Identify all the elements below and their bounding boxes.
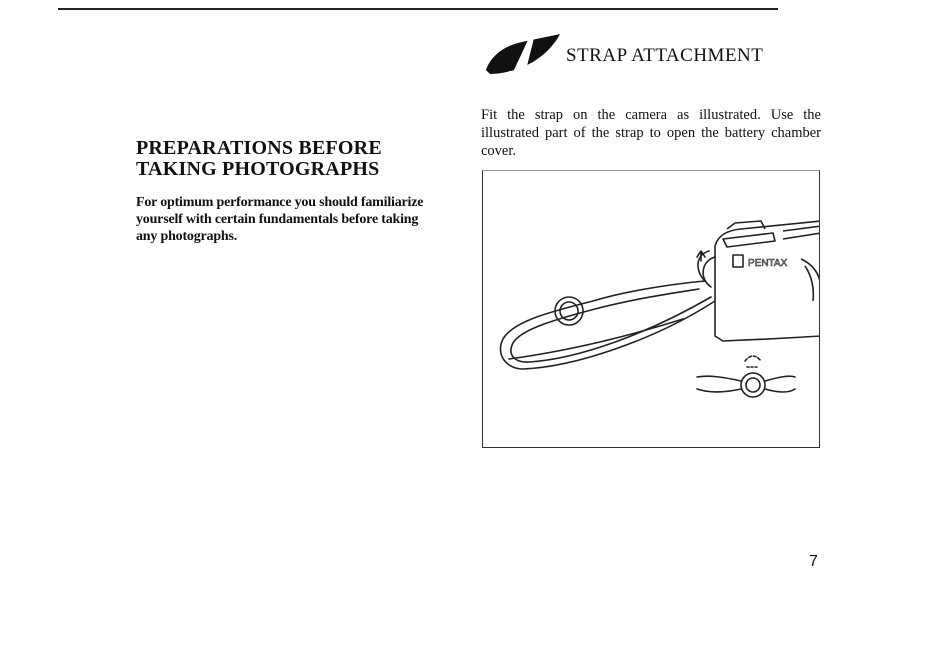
camera-body: [715, 221, 820, 341]
section-title: STRAP ATTACHMENT: [566, 45, 764, 66]
heading-line-2: TAKING PHOTOGRAPHS: [136, 158, 380, 180]
top-rule: [58, 8, 778, 10]
battery-opener-ring: [741, 373, 765, 397]
strap-illustration: [482, 170, 820, 448]
section-heading: [136, 138, 436, 180]
heading-line-1: PREPARATIONS BEFORE: [136, 137, 382, 159]
instruction-text: Fit the strap on the camera as illustrated. Use the illustrated part of the strap to open the battery chamber cover.: [481, 107, 821, 159]
camera-brand-label: PENTAX: [748, 258, 788, 269]
intro-paragraph: For optimum performance you should familiarize yourself with certain fundamentals before taking any photographs.: [136, 195, 424, 244]
preparations-section: [136, 138, 436, 245]
strap-camera-drawing: [483, 171, 820, 448]
page-number: 7: [809, 553, 818, 570]
section-number-badge: [482, 30, 562, 78]
